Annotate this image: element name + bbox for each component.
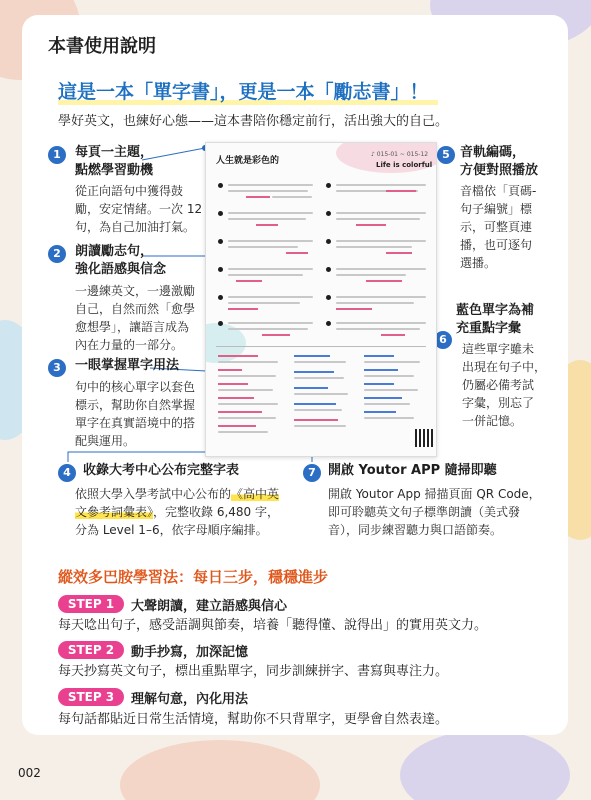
step-2-badge: STEP 2 bbox=[58, 641, 124, 659]
feature-3-heading: 一眼掌握單字用法 bbox=[75, 358, 180, 373]
feature-3-number: 3 bbox=[48, 359, 66, 377]
step-1-body: 每天唸出句子，感受語調與節奏，培養「聽得懂、說得出」的實用英文力。 bbox=[58, 618, 488, 633]
feature-5-body: 音檔依「頁碼- 句子編號」標 示，可整頁連 播，也可逐句 選播。 bbox=[460, 184, 537, 270]
step-2-body: 每天抄寫英文句子，標出重點單字，同步訓練拼字、書寫與專注力。 bbox=[58, 664, 449, 679]
feature-4-number: 4 bbox=[58, 464, 76, 482]
page-preview bbox=[205, 142, 437, 457]
feature-2-heading: 朗讀勵志句， 強化語感與信念 bbox=[75, 244, 167, 277]
qr-code-icon[interactable] bbox=[415, 429, 433, 447]
step-3-heading: 理解句意，內化用法 bbox=[131, 692, 249, 707]
steps-title: 縱效多巴胺學習法：每日三步，穩穩進步 bbox=[58, 568, 329, 586]
page-number: 002 bbox=[18, 766, 41, 780]
feature-7-body: 開啟 Youtor App 掃描頁面 QR Code， 即可聆聽英文句子標準朗讀（美式發 音），同步練習聽力與口語節奏。 bbox=[328, 487, 541, 537]
feature-4-body: 依照大學入學考試中心公布的《高中英 文參考詞彙表》，完整收錄 6,480 字， 分為 Level 1–6，依字母順序編排。 bbox=[75, 487, 280, 537]
feature-5-number: 5 bbox=[437, 146, 455, 164]
preview-title: 人生就是彩色的 bbox=[216, 156, 280, 166]
headline: 這是一本「單字書」，更是一本「勵志書」！ bbox=[58, 81, 429, 103]
feature-1-heading: 每頁一主題， 點燃學習動機 bbox=[75, 145, 154, 178]
feature-3-body: 句中的核心單字以套色 標示，幫助你自然掌握 單字在真實語境中的搭 配與運用。 bbox=[75, 380, 196, 448]
step-3-body: 每句話都貼近日常生活情境，幫助你不只背單字，更學會自然表達。 bbox=[58, 712, 449, 727]
feature-2-number: 2 bbox=[48, 245, 66, 263]
page-title: 本書使用說明 bbox=[48, 36, 156, 57]
preview-track: ♪ 015-01 ~ 015-12 bbox=[371, 151, 429, 158]
feature-6-number: 6 bbox=[434, 331, 452, 349]
step-1-badge: STEP 1 bbox=[58, 595, 124, 613]
feature-2-body: 一邊練英文，一邊激勵 自己，自然而然「愈學 愈想學」，讓語言成為 內在力量的一部分。 bbox=[75, 284, 196, 352]
step-3-badge: STEP 3 bbox=[58, 688, 124, 706]
feature-4-heading: 收錄大考中心公布完整字表 bbox=[83, 463, 240, 478]
feature-7-heading: 開啟 Youtor APP 隨掃即聽 bbox=[328, 463, 497, 478]
feature-5-heading: 音軌編碼， 方便對照播放 bbox=[460, 145, 539, 178]
preview-quote: Life is colorful bbox=[376, 161, 433, 169]
feature-7-number: 7 bbox=[303, 464, 321, 482]
step-1-heading: 大聲朗讀，建立語感與信心 bbox=[131, 599, 288, 614]
feature-1-number: 1 bbox=[48, 146, 66, 164]
feature-6-body: 這些單字雖未 出現在句子中， 仍屬必備考試 字彙，別忘了 一併記憶。 bbox=[462, 342, 547, 428]
feature-1-body: 從正向語句中獲得鼓 勵，安定情緒。一次 12 句，為自己加油打氣。 bbox=[75, 184, 203, 234]
step-2-heading: 動手抄寫，加深記憶 bbox=[131, 645, 249, 660]
intro-text: 學好英文，也練好心態——這本書陪你穩定前行，活出強大的自己。 bbox=[58, 114, 449, 129]
feature-6-heading: 藍色單字為補 充重點字彙 bbox=[456, 303, 535, 336]
